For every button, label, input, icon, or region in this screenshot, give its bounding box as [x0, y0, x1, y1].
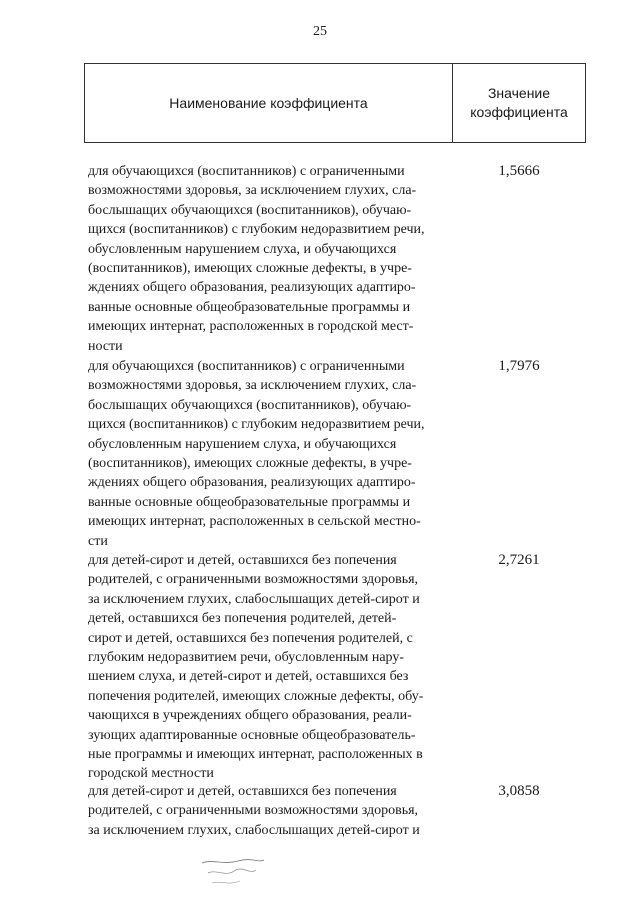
coefficient-value: 2,7261 — [498, 552, 540, 568]
coefficient-value: 3,0858 — [498, 783, 540, 799]
page-number: 25 — [313, 24, 327, 39]
table-header — [84, 63, 586, 143]
coefficient-description: для обучающихся (воспитанников) с ограниченными возможностями здоровья, за исключением глухих, сла- бослышащих обучающихся (воспитанников), обучаю- щихся (воспитанников) с глубоким недоразвитием речи, обусловленным нарушением слуха, и обучающихся (воспитанников), имеющих сложные дефекты, в учре- ждениях общего образования, реализующих адаптиро- ванные основные общеобразовательные программы и имеющих интернат, расположенных в сельской местно- сти — [88, 359, 425, 549]
coefficient-description: для обучающихся (воспитанников) с ограниченными возможностями здоровья, за исключением глухих, сла- бослышащих обучающихся (воспитанников), обучаю- щихся (воспитанников) с глубоким недоразвитием речи, обусловленным нарушением слуха, и обучающихся (воспитанников), имеющих сложные дефекты, в учре- ждениях общего образования, реализующих адаптиро- ванные основные общеобразовательные программы и имеющих интернат, расположенных в городской мест- ности — [88, 164, 425, 354]
coefficient-value: 1,7976 — [498, 358, 540, 374]
table-row — [88, 782, 586, 840]
column-header-value — [453, 64, 585, 142]
table-row — [88, 162, 586, 356]
column-header-name: Наименование коэффициента — [85, 64, 453, 142]
coefficient-description: для детей-сирот и детей, оставшихся без попечения родителей, с ограниченными возможностями здоровья, за исключением глухих, слабослышащих детей-сирот и — [88, 784, 420, 838]
column-header-value-text: Значение коэффициента — [470, 85, 568, 120]
coefficient-value: 1,5666 — [498, 163, 540, 179]
handwritten-mark — [198, 855, 268, 891]
table-row — [88, 551, 586, 784]
table-row — [88, 357, 586, 551]
coefficient-description: для детей-сирот и детей, оставшихся без попечения родителей, с ограниченными возможностями здоровья, за исключением глухих, слабослышащих детей-сирот и детей, оставшихся без попечения родителей, детей- сирот и детей, оставшихся без попечения родителей, с глубоким недоразвитием речи, обусловленным нару- шением слуха, и детей-сирот и детей, оставшихся без попечения родителей, имеющих сложные дефекты, обу- чающихся в учреждениях общего образования, реали- зующих адаптированные основные общеобразователь- ные программы и имеющих интернат, расположенных в городской местности — [88, 553, 424, 782]
